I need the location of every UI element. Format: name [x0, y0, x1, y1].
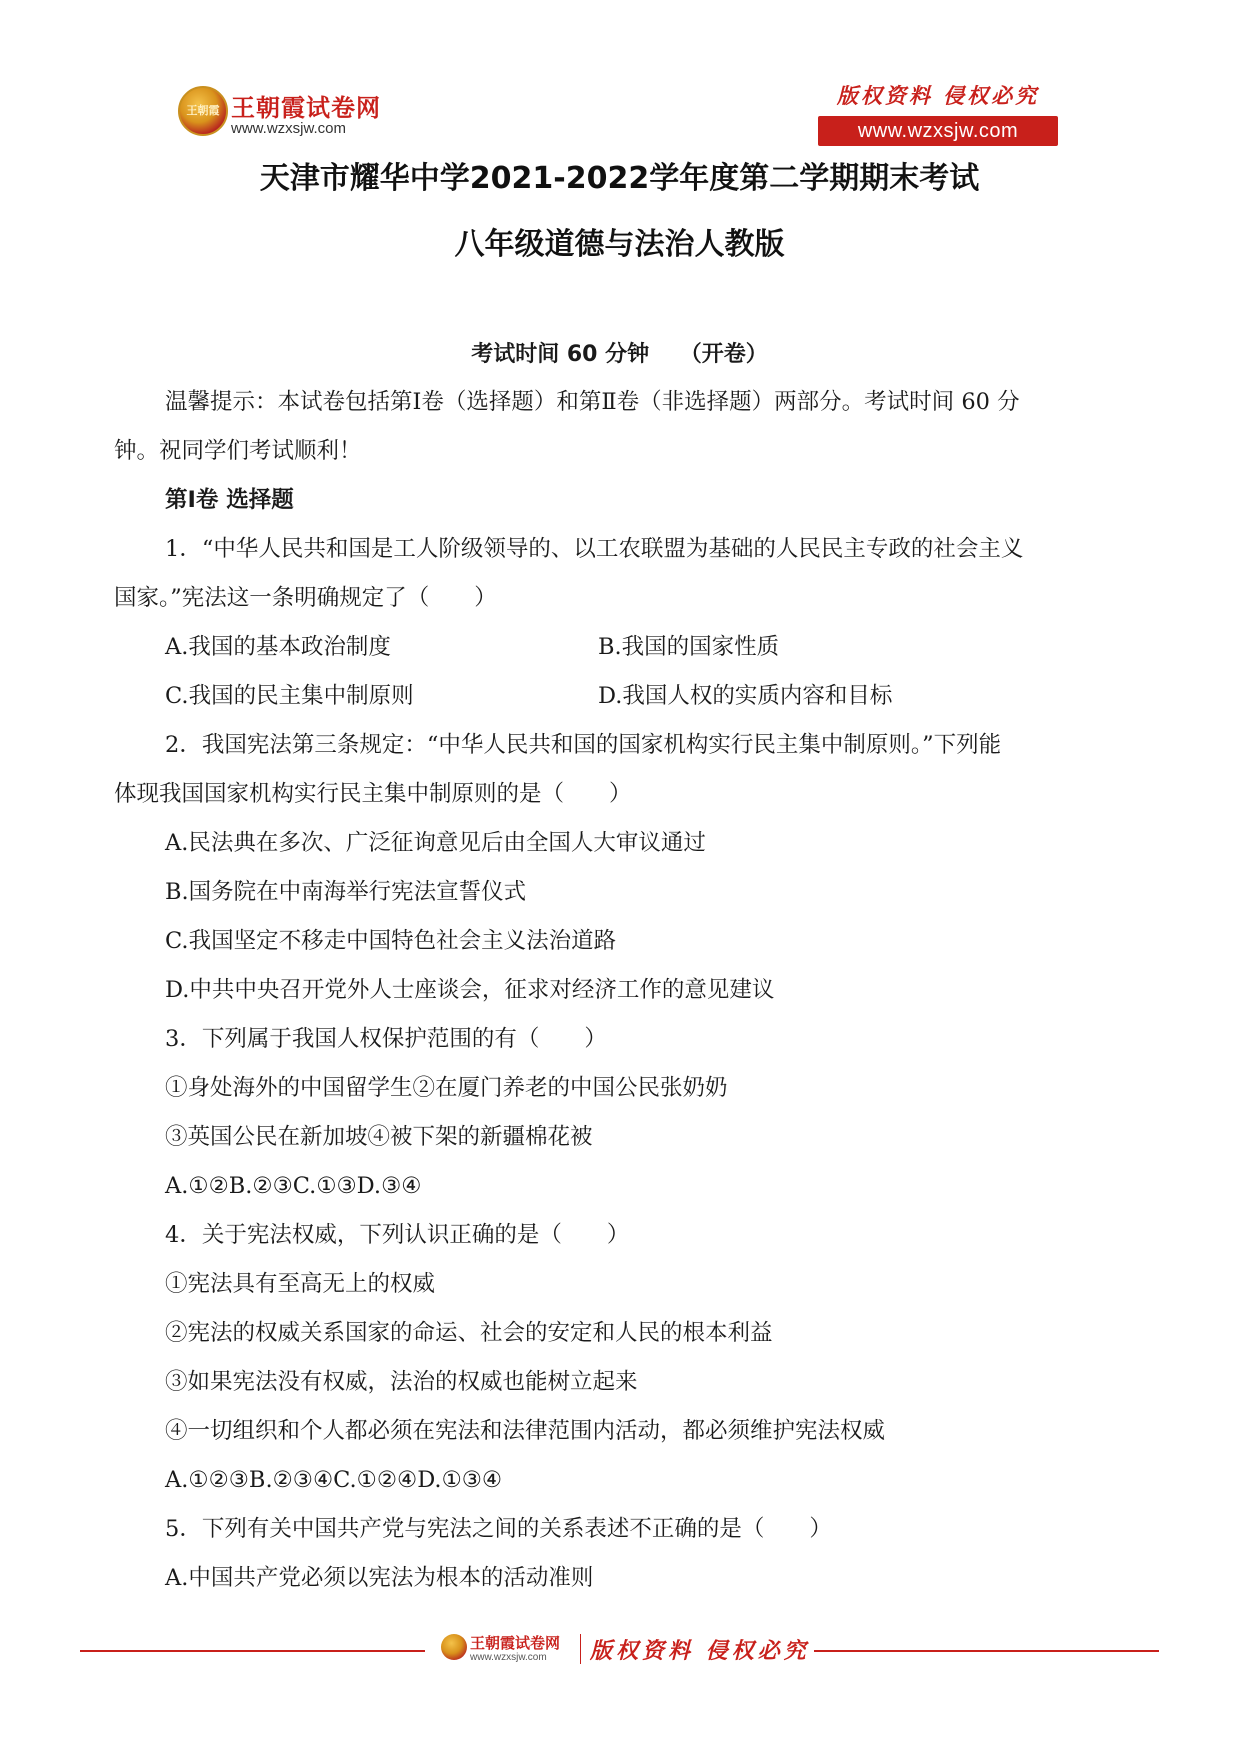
question-4-item: ②宪法的权威关系国家的命运、社会的安定和人民的根本利益: [165, 1320, 773, 1346]
option-c: C.我国的民主集中制原则: [165, 683, 414, 709]
seal-icon: [441, 1634, 467, 1660]
footer-logo-url: www.wzxsjw.com: [470, 1652, 547, 1663]
option-b: B.我国的国家性质: [598, 634, 780, 660]
option-c: C.我国坚定不移走中国特色社会主义法治道路: [165, 928, 617, 954]
question-3-item: ③英国公民在新加坡④被下架的新疆棉花被: [165, 1124, 593, 1150]
question-4-options: A.①②③B.②③④C.①②④D.①③④: [165, 1467, 503, 1493]
exam-content: [114, 378, 1134, 1603]
section-heading: 第Ⅰ卷 选择题: [165, 487, 294, 513]
question-1-stem-cont: 国家。”宪法这一条明确规定了（ ）: [114, 585, 497, 611]
question-4-stem: 4．关于宪法权威，下列认识正确的是（ ）: [165, 1222, 630, 1248]
logo-url: www.wzxsjw.com: [231, 120, 347, 137]
question-5-stem: 5．下列有关中国共产党与宪法之间的关系表述不正确的是（ ）: [165, 1516, 832, 1542]
footer-divider: [814, 1650, 1159, 1652]
question-2-stem: 2．我国宪法第三条规定：“中华人民共和国的国家机构实行民主集中制原则。”下列能: [165, 732, 1002, 758]
page-subtitle: 八年级道德与法治人教版: [454, 227, 785, 262]
page-footer: [0, 1620, 1239, 1680]
copyright-slogan: 版权资料 侵权必究: [836, 83, 1040, 108]
footer-logo-name: 王朝霞试卷网: [470, 1634, 561, 1652]
question-3-stem: 3．下列属于我国人权保护范围的有（ ）: [165, 1026, 607, 1052]
exam-info: 考试时间 60 分钟 （开卷）: [471, 342, 768, 367]
site-logo: [178, 86, 398, 144]
seal-icon: 王朝霞: [178, 86, 228, 136]
intro-text: 温馨提示：本试卷包括第Ⅰ卷（选择题）和第Ⅱ卷（非选择题）两部分。考试时间 60 分: [165, 389, 1020, 415]
page-title: 天津市耀华中学2021-2022学年度第二学期期末考试: [259, 161, 980, 196]
question-1-stem: 1．“中华人民共和国是工人阶级领导的、以工农联盟为基础的人民民主专政的社会主义: [165, 536, 1024, 562]
option-a: A.中国共产党必须以宪法为根本的活动准则: [165, 1565, 594, 1591]
option-b: B.国务院在中南海举行宪法宣誓仪式: [165, 879, 527, 905]
option-a: A.我国的基本政治制度: [165, 634, 391, 660]
footer-separator: [580, 1634, 581, 1664]
option-a: A.民法典在多次、广泛征询意见后由全国人大审议通过: [165, 830, 706, 856]
question-3-item: ①身处海外的中国留学生②在厦门养老的中国公民张奶奶: [165, 1075, 728, 1101]
question-4-item: ①宪法具有至高无上的权威: [165, 1271, 436, 1297]
intro-text-cont: 钟。祝同学们考试顺利！: [114, 438, 362, 464]
copyright-url: www.wzxsjw.com: [818, 116, 1058, 146]
question-4-item: ④一切组织和个人都必须在宪法和法律范围内活动，都必须维护宪法权威: [165, 1418, 886, 1444]
logo-name: 王朝霞试卷网: [231, 94, 381, 122]
copyright-box: [818, 80, 1058, 146]
footer-slogan: 版权资料 侵权必究: [590, 1638, 810, 1664]
option-d: D.中共中央召开党外人士座谈会，征求对经济工作的意见建议: [165, 977, 775, 1003]
question-2-stem-cont: 体现我国国家机构实行民主集中制原则的是（ ）: [114, 781, 632, 807]
question-3-options: A.①②B.②③C.①③D.③④: [165, 1173, 422, 1199]
footer-divider: [80, 1650, 425, 1652]
question-4-item: ③如果宪法没有权威，法治的权威也能树立起来: [165, 1369, 638, 1395]
question-1-options-row2: [114, 672, 1134, 721]
option-d: D.我国人权的实质内容和目标: [598, 683, 893, 709]
question-1-options-row1: [114, 623, 1134, 672]
